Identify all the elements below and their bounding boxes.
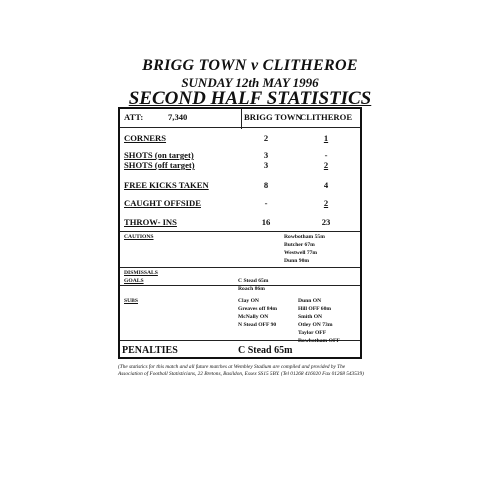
match-date: SUNDAY 12th MAY 1996 [181,75,319,90]
sub-home-entry: Clay ON [238,298,259,304]
stat-home: 16 [261,217,271,227]
stat-home: - [264,198,268,208]
penalties-label: PENALTIES [122,345,178,356]
dismissals-label: DISMISSALS [124,270,158,276]
penalties-value: C Stead 65m [238,345,293,356]
sub-home-entry: N Stead OFF 90 [238,322,277,328]
stat-home: 3 [263,150,269,160]
page-heading: SECOND HALF STATISTICS [128,88,372,109]
attendance-value: 7,340 [168,112,188,122]
statistics-table [118,107,362,359]
stat-away: 2 [323,198,329,208]
cautions-label: CAUTIONS [124,234,154,240]
sub-away-entry: Smith ON [298,314,323,320]
caution-entry: Dunn 90m [284,258,310,264]
header-column-divider [241,109,242,129]
caution-entry: Butcher 67m [284,242,315,248]
match-title: BRIGG TOWN v CLITHEROE [142,57,358,74]
sub-away-entry: Taylor OFF [298,330,327,336]
sub-home-entry: McNally ON [238,314,269,320]
sub-away-entry: Rowbotham OFF [298,338,340,344]
header-divider [120,127,360,128]
stat-away: 2 [323,160,329,170]
stat-label: CORNERS [124,133,167,143]
team-away-header: CLITHEROE [300,112,353,122]
stat-label: THROW- INS [124,217,177,227]
cautions-divider [120,267,360,268]
sub-away-entry: Hill OFF 60m [298,306,332,312]
stat-away: - [324,150,328,160]
sub-away-entry: Otley ON 73m [298,322,333,328]
stat-label: FREE KICKS TAKEN [124,180,209,190]
attendance-label: ATT: [124,112,144,122]
stat-home: 2 [263,133,269,143]
caution-entry: Westwell 77m [284,250,318,256]
caution-entry: Rowbotham 55m [284,234,325,240]
sub-home-entry: Greaves off 84m [238,306,278,312]
team-home-header: BRIGG TOWN [244,112,302,122]
footnote: (The statistics for this match and all future matches at Wembley Stadium are compiled and provided by The Association of Football Statisticians, 22 Bretons, Basildon, Essex SS15 5BY. (Tel 01268 416020 Fax 01268 543539) [118,364,364,377]
goal-entry: Roach 86m [238,286,265,292]
stat-home: 3 [263,160,269,170]
stat-label: CAUGHT OFFSIDE [124,198,201,208]
stat-away: 4 [323,180,329,190]
sub-away-entry: Dunn ON [298,298,322,304]
stat-label: SHOTS (on target) [124,150,194,160]
stat-away: 23 [321,217,331,227]
goals-label: GOALS [124,278,144,284]
subs-label: SUBS [124,298,138,304]
stat-away: 1 [323,133,329,143]
stats-divider [120,231,360,232]
stat-label: SHOTS (off target) [124,160,195,170]
goal-entry: C Stead 65m [238,278,269,284]
stat-home: 8 [263,180,269,190]
